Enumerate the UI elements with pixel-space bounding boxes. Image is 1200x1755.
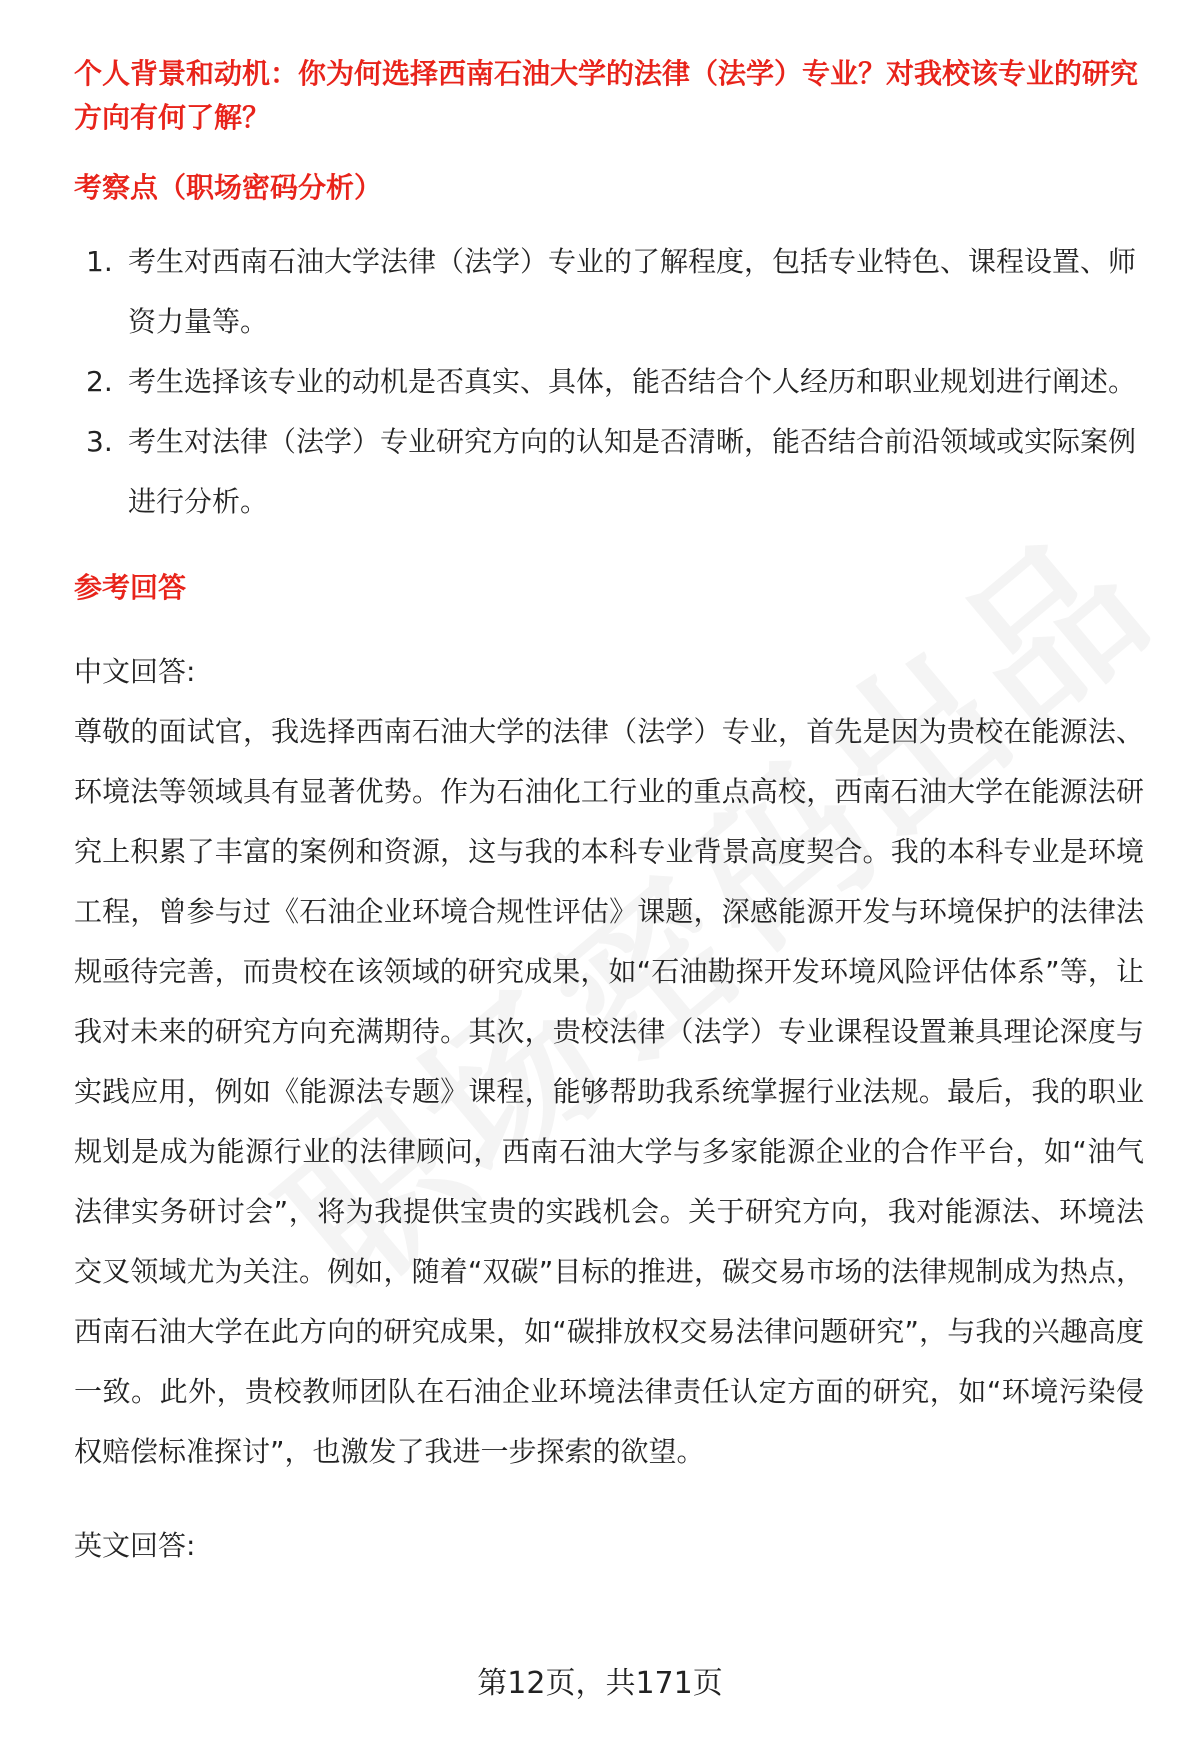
list-item-number: 2. [86,365,113,398]
list-item-text: 考生选择该专业的动机是否真实、具体，能否结合个人经历和职业规划进行阐述。 [128,365,1137,398]
list-item-number: 3. [86,425,113,458]
list-item [74,232,1144,352]
list-item-text: 考生对法律（法学）专业研究方向的认知是否清晰，能否结合前沿领域或实际案例进行分析。 [128,425,1137,518]
page-number: 第12页，共171页 [477,1666,723,1701]
chinese-answer-text: 尊敬的面试官，我选择西南石油大学的法律（法学）专业，首先是因为贵校在能源法、环境法等领域具有显著优势。作为石油化工行业的重点高校，西南石油大学在能源法研究上积累了丰富的案例和资源，这与我的本科专业背景高度契合。我的本科专业是环境工程，曾参与过《石油企业环境合规性评估》课题，深感能源开发与环境保护的法律法规亟待完善，而贵校在该领域的研究成果，如“石油勘探开发环境风险评估体系”等，让我对未来的研究方向充满期待。其次，贵校法律（法学）专业课程设置兼具理论深度与实践应用，例如《能源法专题》课程，能够帮助我系统掌握行业法规。最后，我的职业规划是成为能源行业的法律顾问，西南石油大学与多家能源企业的合作平台，如“油气法律实务研讨会”，将为我提供宝贵的实践机会。关于研究方向，我对能源法、环境法交叉领域尤为关注。例如，随着“双碳”目标的推进，碳交易市场的法律规制成为热点，西南石油大学在此方向的研究成果，如“碳排放权交易法律问题研究”，与我的兴趣高度一致。此外，贵校教师团队在石油企业环境法律责任认定方面的研究，如“环境污染侵权赔偿标准探讨”，也激发了我进一步探索的欲望。 [74,715,1144,1468]
reference-answer-heading: 参考回答 [74,571,187,604]
english-answer-label: 英文回答: [74,1529,196,1562]
list-item-text: 考生对西南石油大学法律（法学）专业的了解程度，包括专业特色、课程设置、师资力量等。 [128,245,1137,338]
list-item [74,412,1144,532]
question-title: 个人背景和动机：你为何选择西南石油大学的法律（法学）专业？对我校该专业的研究方向有何了解？ [74,57,1139,134]
list-item [74,352,1144,412]
chinese-answer-label: 中文回答: [74,655,196,688]
exam-points-heading: 考察点（职场密码分析） [74,171,383,204]
exam-points-list [74,232,1144,532]
page-content [74,52,1144,1576]
list-item-number: 1. [86,245,113,278]
